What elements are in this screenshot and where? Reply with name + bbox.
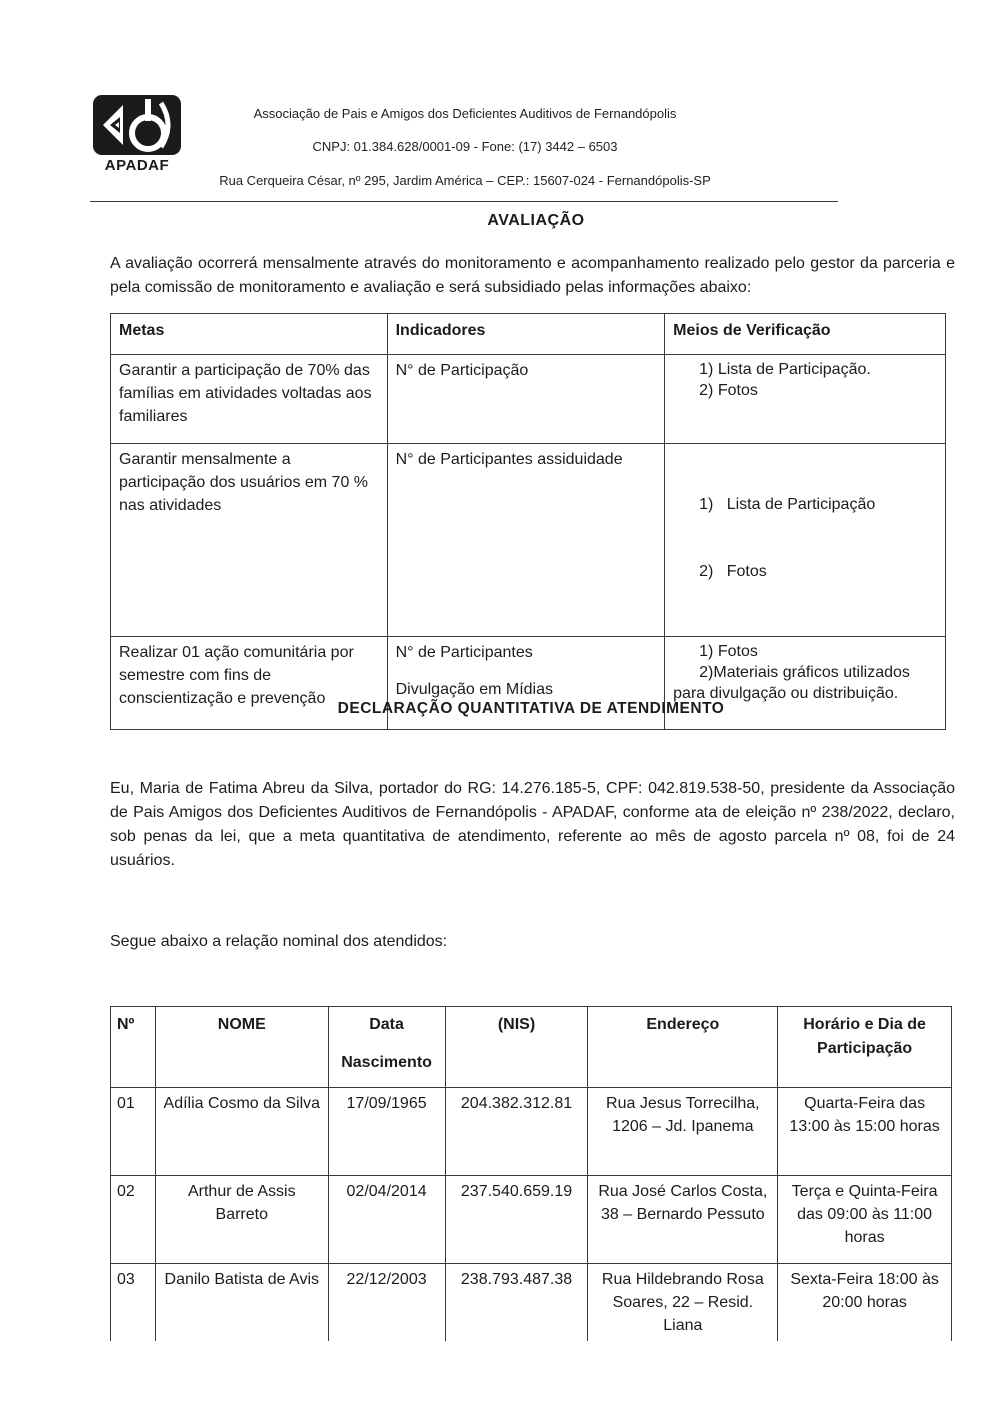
meta-cell: Garantir a participação de 70% das famílias em atividades voltadas aos familiares — [111, 355, 388, 444]
attendee-address: Rua Jesus Torrecilha, 1206 – Jd. Ipanema — [588, 1088, 778, 1176]
evaluation-title: AVALIAÇÃO — [487, 212, 585, 229]
column-header-name: NOME — [155, 1007, 328, 1088]
attendee-birthdate: 22/12/2003 — [328, 1264, 445, 1342]
attendee-name: Adília Cosmo da Silva — [155, 1088, 328, 1176]
address: Rua Cerqueira César, nº 295, Jardim América – CEP.: 15607-024 - Fernandópolis-SP — [219, 173, 711, 188]
attendee-name: Arthur de Assis Barreto — [155, 1176, 328, 1264]
evaluation-table — [110, 313, 946, 730]
declaration-body: Eu, Maria de Fatima Abreu da Silva, portador do RG: 14.276.185-5, CPF: 042.819.538-50, presidente da Associação de Pais Amigos dos Deficientes Auditivos de Fernandópolis - APADAF, conforme ata de eleição nº 238/2022, declaro, sob penas da lei, que a meta quantitativa de atendimento, referente ao mês de agosto parcela nº 08, foi de 24 usuários. — [110, 780, 955, 869]
birthdate-header-line1: Data — [369, 1016, 404, 1033]
column-header-birthdate — [328, 1007, 445, 1088]
indicator-text-secondary: Divulgação em Mídias — [395, 681, 554, 698]
attendee-schedule: Quarta-Feira das 13:00 às 15:00 horas — [778, 1088, 952, 1176]
table-row — [111, 355, 946, 444]
verification-cell — [665, 355, 946, 444]
row-number: 02 — [111, 1176, 156, 1264]
attendee-birthdate: 02/04/2014 — [328, 1176, 445, 1264]
attendee-nis: 204.382.312.81 — [445, 1088, 588, 1176]
attendee-nis: 238.793.487.38 — [445, 1264, 588, 1342]
verification-item: 1) Lista de Participação. — [699, 361, 871, 378]
evaluation-intro: A avaliação ocorrerá mensalmente através do monitoramento e acompanhamento realizado pelo gestor da parceria e pela comissão de monitoramento e avaliação e será subsidiado pelas informações abaixo: — [110, 255, 955, 296]
letterhead — [90, 95, 840, 203]
verification-item: 2) Fotos — [699, 563, 767, 580]
column-header-metas: Metas — [111, 314, 388, 355]
table-row — [111, 1264, 952, 1342]
table-row — [111, 444, 946, 637]
attendee-birthdate: 17/09/1965 — [328, 1088, 445, 1176]
verification-item: 2)Materiais gráficos utilizados — [699, 664, 910, 681]
indicator-text: N° de Participantes assiduidade — [395, 451, 623, 468]
attendee-address: Rua José Carlos Costa, 38 – Bernardo Pessuto — [588, 1176, 778, 1264]
organization-name: Associação de Pais e Amigos dos Deficientes Auditivos de Fernandópolis — [253, 106, 677, 121]
table-header-row — [111, 1007, 952, 1088]
column-header-nis: (NIS) — [445, 1007, 588, 1088]
indicator-cell — [387, 355, 665, 444]
verification-cell — [665, 444, 946, 637]
verification-item: para divulgação ou distribuição. — [673, 685, 899, 702]
attendee-schedule: Terça e Quinta-Feira das 09:00 às 11:00 horas — [778, 1176, 952, 1264]
meta-cell: Garantir mensalmente a participação dos usuários em 70 % nas atividades — [111, 444, 388, 637]
row-number: 01 — [111, 1088, 156, 1176]
row-number: 03 — [111, 1264, 156, 1342]
column-header-schedule: Horário e Dia de Participação — [778, 1007, 952, 1088]
table-row — [111, 1088, 952, 1176]
verification-item: 1) Fotos — [699, 643, 758, 660]
attendee-address: Rua Hildebrando Rosa Soares, 22 – Resid. Liana — [588, 1264, 778, 1342]
verification-item: 1) Lista de Participação — [699, 496, 876, 513]
indicator-cell — [387, 444, 665, 637]
attendees-table — [110, 1006, 952, 1341]
cnpj-phone: CNPJ: 01.384.628/0001-09 - Fone: (17) 3442 – 6503 — [312, 139, 618, 154]
column-header-address: Endereço — [588, 1007, 778, 1088]
table-header-row — [111, 314, 946, 355]
meta-cell: Realizar 01 ação comunitária por semestre com fins de conscientização e prevenção — [111, 637, 388, 730]
header-divider — [90, 201, 838, 202]
column-header-number: Nº — [111, 1007, 156, 1088]
column-header-verificacao: Meios de Verificação — [665, 314, 946, 355]
attendee-name: Danilo Batista de Avis — [155, 1264, 328, 1342]
attendee-nis: 237.540.659.19 — [445, 1176, 588, 1264]
indicator-text: N° de Participantes — [395, 644, 533, 661]
indicator-text: N° de Participação — [395, 362, 529, 379]
table-row — [111, 1176, 952, 1264]
attendees-intro: Segue abaixo a relação nominal dos atendidos: — [110, 933, 448, 950]
attendee-schedule: Sexta-Feira 18:00 às 20:00 horas — [778, 1264, 952, 1342]
logo-wordmark: APADAF — [104, 157, 170, 174]
verification-item: 2) Fotos — [699, 382, 758, 399]
birthdate-header-line2: Nascimento — [341, 1054, 432, 1071]
declaration-title: DECLARAÇÃO QUANTITATIVA DE ATENDIMENTO — [337, 700, 725, 717]
column-header-indicadores: Indicadores — [387, 314, 665, 355]
